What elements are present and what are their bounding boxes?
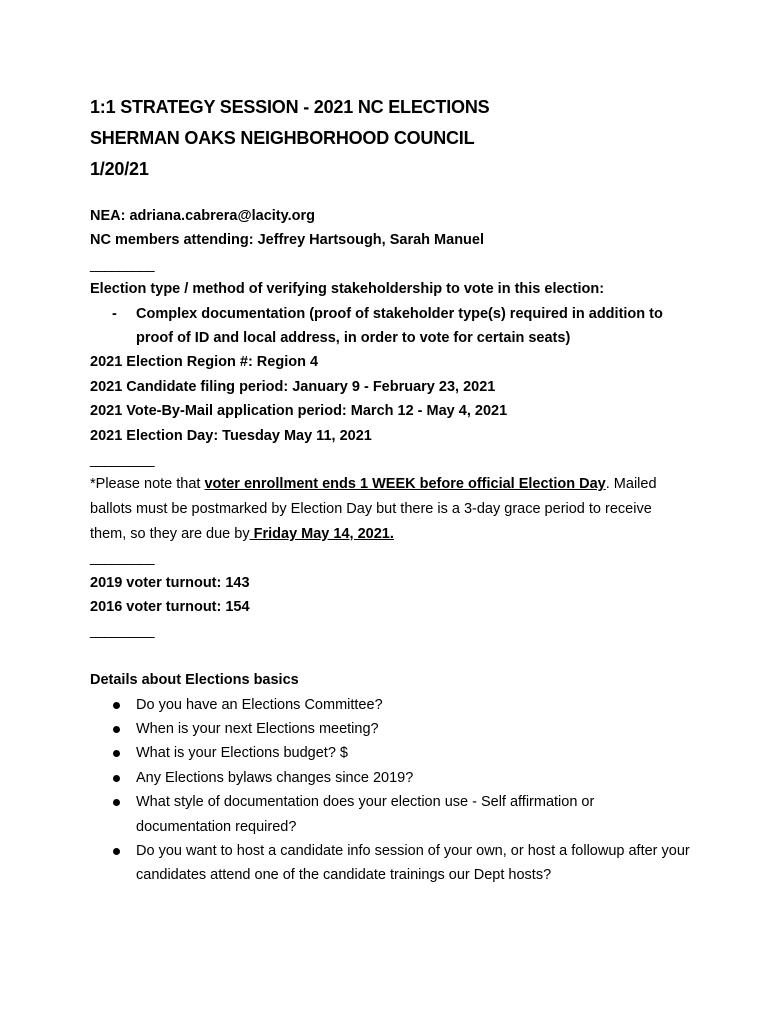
list-item-text: Do you want to host a candidate info session of your own, or host a followup after your candidates attend one of the candidate trainings our Dept hosts? — [136, 843, 690, 884]
details-heading: Details about Elections basics — [90, 672, 299, 689]
note-text-1: *Please note that — [90, 476, 205, 493]
list-item-text: What style of documentation does your election use - Self affirmation or documentation required? — [136, 794, 595, 835]
divider: _________ — [90, 256, 154, 273]
bullet-icon — [113, 726, 120, 733]
divider: _________ — [90, 550, 154, 567]
list-item-text: Do you have an Elections Committee? — [136, 696, 383, 713]
election-type-item — [90, 302, 690, 351]
list-item — [90, 693, 690, 717]
turnout-2016: 2016 voter turnout: 154 — [90, 599, 250, 616]
divider: _________ — [90, 452, 154, 469]
list-item-text: What is your Elections budget? $ — [136, 745, 348, 762]
election-region: 2021 Election Region #: Region 4 — [90, 354, 319, 371]
nea-email: NEA: adriana.cabrera@lacity.org — [90, 208, 316, 224]
candidate-filing-period: 2021 Candidate filing period: January 9 - February 23, 2021 — [90, 378, 496, 395]
bullet-icon — [113, 702, 120, 709]
election-type-text: Complex documentation (proof of stakeholder type(s) required in addition to proof of ID and local address, in order to vote for certain seats) — [136, 305, 663, 347]
title-session: 1:1 STRATEGY SESSION - 2021 NC ELECTIONS — [90, 97, 490, 117]
enrollment-note — [90, 472, 690, 546]
list-item — [90, 717, 690, 741]
bullet-icon — [113, 799, 120, 806]
list-item — [90, 741, 690, 765]
note-underline-enrollment: voter enrollment ends 1 WEEK before official Election Day — [204, 476, 606, 493]
title-council: SHERMAN OAKS NEIGHBORHOOD COUNCIL — [90, 128, 475, 148]
details-list — [90, 693, 690, 888]
bullet-icon — [113, 775, 120, 782]
dash-marker: - — [112, 305, 117, 322]
document-title — [90, 92, 690, 185]
divider: _________ — [90, 623, 154, 640]
bullet-icon — [113, 848, 120, 855]
note-text-2: . Mailed ballots must be postmarked by Election Day but there is a 3-day grace period to receive them, so they are due by — [90, 476, 657, 542]
note-underline-due-date: Friday May 14, 2021. — [249, 525, 394, 542]
title-date: 1/20/21 — [90, 159, 149, 179]
members-attending: NC members attending: Jeffrey Hartsough, Sarah Manuel — [90, 232, 484, 249]
spacer — [90, 644, 690, 668]
document-page — [90, 92, 690, 888]
list-item — [90, 839, 690, 888]
election-type-label: Election type / method of verifying stakeholdership to vote in this election: — [90, 281, 605, 298]
election-day: 2021 Election Day: Tuesday May 11, 2021 — [90, 427, 372, 444]
list-item-text: When is your next Elections meeting? — [136, 721, 379, 738]
bullet-icon — [113, 750, 120, 757]
election-type-list — [90, 302, 690, 351]
turnout-2019: 2019 voter turnout: 143 — [90, 574, 250, 591]
list-item — [90, 790, 690, 839]
vote-by-mail-period: 2021 Vote-By-Mail application period: March 12 - May 4, 2021 — [90, 403, 508, 420]
list-item — [90, 766, 690, 790]
list-item-text: Any Elections bylaws changes since 2019? — [136, 769, 414, 786]
